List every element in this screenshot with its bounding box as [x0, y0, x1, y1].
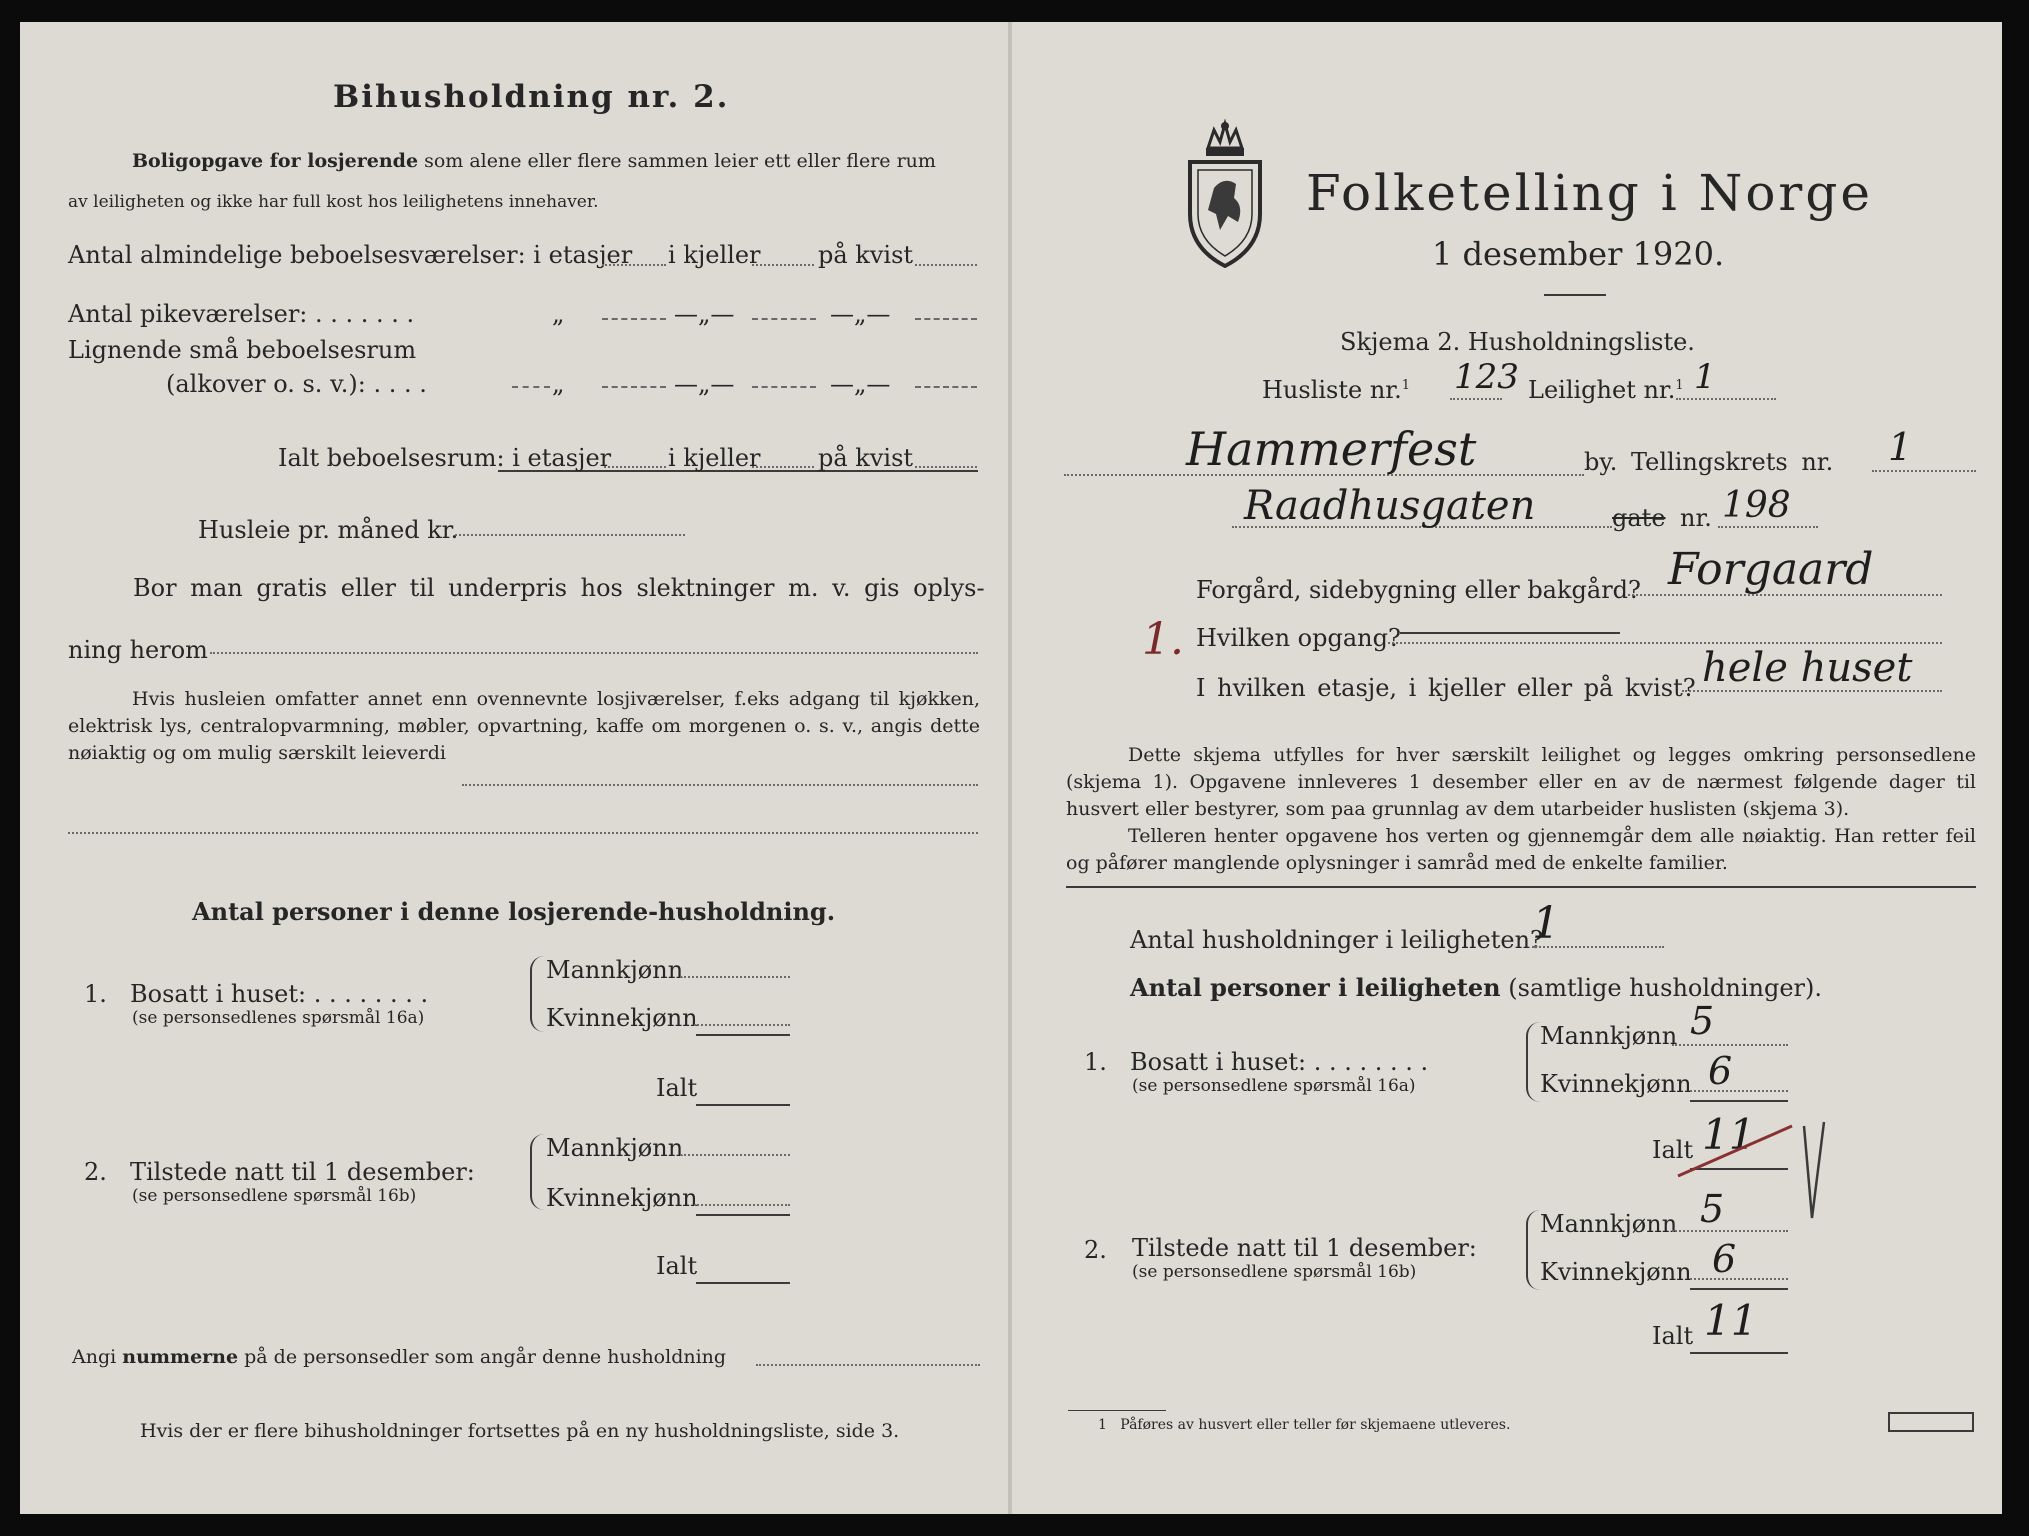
footnote: 1 Påføres av husvert eller teller før skjemaene utleveres. — [1098, 1417, 1511, 1433]
opgang-field[interactable] — [1388, 642, 1942, 644]
bor-field[interactable] — [210, 652, 978, 654]
left-tilstede-label: Tilstede natt til 1 desember: — [130, 1158, 475, 1186]
lign-label-1: Lignende små beboelsesrum — [68, 336, 417, 364]
right-t-ialt-field[interactable] — [1690, 1352, 1788, 1354]
leilighet-field[interactable] — [1676, 398, 1776, 400]
lign-ditto-3: —„— — [830, 370, 891, 398]
right-b-sum-rule — [1690, 1100, 1788, 1102]
right-bosatt-num: 1. — [1084, 1048, 1107, 1076]
left-b-kvinne-field[interactable] — [694, 1024, 790, 1026]
intro-line-1: Boligopgave for losjerende som alene eller flere sammen leier ett eller flere rum — [132, 150, 936, 172]
check-mark-icon — [1800, 1118, 1830, 1228]
antal-hush-value[interactable]: 1 — [1532, 898, 1560, 949]
right-bosatt-sub: (se personsedlene spørsmål 16a) — [1132, 1076, 1416, 1096]
krets-value[interactable]: 1 — [1888, 425, 1913, 469]
forgard-value[interactable]: Forgaard — [1668, 544, 1874, 595]
right-bosatt-label: Bosatt i huset: . . . . . . . . — [1130, 1048, 1429, 1076]
right-b-kvinne-field[interactable] — [1690, 1090, 1788, 1092]
antal-pers-line: Antal personer i leiligheten (samtlige husholdninger). — [1130, 973, 1823, 1002]
left-antal-heading: Antal personer i denne losjerende-husholdning. — [192, 897, 836, 926]
left-t-kvinne-field[interactable] — [694, 1204, 790, 1206]
lign-ditto-field[interactable] — [512, 386, 550, 388]
left-tilstede-brace — [530, 1134, 544, 1210]
right-b-mann-field[interactable] — [1672, 1044, 1788, 1046]
left-b-sum-rule — [696, 1034, 790, 1036]
street-value[interactable]: Raadhusgaten — [1244, 483, 1536, 529]
etasje-label: I hvilken etasje, i kjeller eller på kvist? — [1196, 674, 1696, 702]
angi-field[interactable] — [756, 1364, 980, 1366]
pike-kvist-field[interactable] — [915, 318, 977, 320]
left-bosatt-brace — [530, 956, 544, 1032]
left-b-kvinne-label: Kvinnekjønn — [546, 1004, 698, 1032]
right-t-mann-value[interactable]: 5 — [1700, 1187, 1725, 1231]
lign-ditto: „ — [552, 370, 565, 398]
lign-label-2: (alkover o. s. v.): . . . . — [166, 370, 427, 398]
right-b-kvinne-label: Kvinnekjønn — [1540, 1070, 1692, 1098]
left-b-mann-label: Mannkjønn — [546, 956, 684, 984]
info-paragraph-1: Dette skjema utfylles for hver særskilt leilighet og legges omkring personsedlene (skjema 1). Opgavene innleveres 1 desember eller en av de nærmest følgende dager til husvert eller bestyrer, som paa grunnlag av dem utarbeider huslisten (skjema 3). — [1066, 744, 1976, 820]
right-t-ialt-label: Ialt — [1652, 1322, 1694, 1350]
left-bosatt-label: Bosatt i huset: . . . . . . . . — [130, 980, 429, 1008]
info-paragraph-2: Telleren henter opgavene hos verten og gjennemgår dem alle nøiaktig. Han retter feil og påfører manglende oplysninger i samråd med de enkelte familier. — [1066, 825, 1976, 874]
right-b-kvinne-value[interactable]: 6 — [1708, 1049, 1733, 1093]
ialt-kvist-label: på kvist — [818, 444, 914, 472]
left-title: Bihusholdning nr. 2. — [333, 79, 730, 115]
footnote-rule — [1068, 1410, 1166, 1411]
leilighet-label: Leilighet nr.$^1$ — [1528, 376, 1684, 404]
right-tilstede-num: 2. — [1084, 1236, 1107, 1264]
pike-etasjer-field[interactable] — [602, 318, 666, 320]
rooms-etasjer-field[interactable] — [602, 264, 666, 266]
pike-label: Antal pikeværelser: . . . . . . . — [68, 300, 415, 328]
right-tilstede-label: Tilstede natt til 1 desember: — [1132, 1234, 1477, 1262]
husliste-label: Husliste nr.$^1$ — [1262, 376, 1411, 404]
ialt-kjeller-label: i kjeller — [668, 444, 761, 472]
right-t-kvinne-value[interactable]: 6 — [1712, 1237, 1737, 1281]
leieverdi-field-2[interactable] — [68, 832, 978, 834]
city-value[interactable]: Hammerfest — [1186, 422, 1477, 476]
opgang-label: Hvilken opgang? — [1196, 624, 1401, 652]
ialt-kjeller-field[interactable] — [752, 466, 814, 468]
street-nr-value[interactable]: 198 — [1722, 485, 1791, 526]
right-b-ialt-value[interactable]: 11 — [1702, 1110, 1756, 1159]
etasje-value[interactable]: hele huset — [1702, 645, 1913, 691]
right-t-kvinne-field[interactable] — [1690, 1278, 1788, 1280]
angi-line: Angi nummerne på de personsedler som angår denne husholdning — [72, 1346, 727, 1368]
info-rule — [1066, 886, 1976, 888]
title-rule — [1544, 294, 1606, 296]
opgang-dash — [1400, 632, 1620, 634]
printer-stamp — [1888, 1412, 1974, 1432]
left-b-mann-field[interactable] — [680, 976, 790, 978]
skjema-label: Skjema 2. Husholdningsliste. — [1340, 328, 1695, 356]
lign-kvist-field[interactable] — [915, 386, 977, 388]
forgard-label: Forgård, sidebygning eller bakgård? — [1196, 576, 1641, 604]
intro-line-2: av leiligheten og ikke har full kost hos leilighetens innehaver. — [68, 192, 599, 212]
krets-field[interactable] — [1872, 470, 1976, 472]
left-b-ialt-field[interactable] — [696, 1104, 790, 1106]
ialt-kvist-field[interactable] — [915, 466, 977, 468]
street-nr-label: nr. — [1680, 504, 1712, 532]
left-t-mann-field[interactable] — [680, 1154, 790, 1156]
left-t-ialt-field[interactable] — [696, 1282, 790, 1284]
ialt-rooms-label: Ialt beboelsesrum: i etasjer — [278, 444, 612, 472]
right-bosatt-brace — [1526, 1022, 1540, 1102]
right-t-kvinne-label: Kvinnekjønn — [1540, 1258, 1692, 1286]
correction-strike-icon — [1672, 1118, 1802, 1178]
left-t-mann-label: Mannkjønn — [546, 1134, 684, 1162]
bor-line-2: ning herom — [68, 636, 208, 664]
rooms-kjeller-field[interactable] — [752, 264, 814, 266]
right-b-mann-value[interactable]: 5 — [1690, 999, 1715, 1043]
left-t-ialt-label: Ialt — [656, 1252, 698, 1280]
left-tilstede-num: 2. — [84, 1158, 107, 1186]
rooms-kvist-field[interactable] — [915, 264, 977, 266]
pike-kjeller-field[interactable] — [752, 318, 816, 320]
lign-etasjer-field[interactable] — [602, 386, 666, 388]
page-fold — [1008, 22, 1012, 1514]
left-t-sum-rule — [696, 1214, 790, 1216]
husleie-field[interactable] — [455, 534, 685, 536]
gate-label: gate — [1612, 504, 1666, 532]
right-title: Folketelling i Norge — [1306, 164, 1873, 222]
right-t-mann-label: Mannkjønn — [1540, 1210, 1678, 1238]
right-b-ialt-label: Ialt — [1652, 1136, 1694, 1164]
leilighet-value[interactable]: 1 — [1694, 357, 1716, 397]
rooms-label: Antal almindelige beboelsesværelser: i etasjer — [68, 241, 633, 269]
leieverdi-field[interactable] — [462, 784, 978, 786]
right-tilstede-brace — [1526, 1210, 1540, 1290]
right-b-mann-label: Mannkjønn — [1540, 1022, 1678, 1050]
rooms-kjeller-label: i kjeller — [668, 241, 761, 269]
husliste-field[interactable] — [1450, 398, 1502, 400]
ialt-etasjer-field[interactable] — [604, 466, 666, 468]
husleie-label: Husleie pr. måned kr. — [198, 516, 459, 544]
right-t-sum-rule — [1690, 1288, 1788, 1290]
left-bosatt-sub: (se personsedlenes spørsmål 16a) — [132, 1008, 425, 1028]
bor-line-1: Bor man gratis eller til underpris hos slektninger m. v. gis oplys- — [133, 574, 985, 602]
hvis-paragraph: Hvis husleien omfatter annet enn ovennevnte losjiværelser, f.eks adgang til kjøkken, elektrisk lys, centralopvarmning, møbler, opvartning, kaffe om morgenen o. s. v., angis dette nøiaktig og om mulig særskilt leieverdi — [68, 688, 980, 764]
left-tilstede-sub: (se personsedlene spørsmål 16b) — [132, 1186, 417, 1206]
opgang-margin-mark: 1. — [1142, 614, 1184, 665]
pike-ditto-2: —„— — [674, 300, 735, 328]
coat-of-arms-icon — [1184, 118, 1266, 268]
street-nr-field[interactable] — [1718, 526, 1818, 528]
right-t-mann-field[interactable] — [1672, 1230, 1788, 1232]
by-label: by. Tellingskrets nr. — [1584, 448, 1834, 476]
pike-ditto-3: —„— — [830, 300, 891, 328]
right-date: 1 desember 1920. — [1432, 235, 1725, 273]
pike-ditto: „ — [552, 300, 565, 328]
right-t-ialt-value[interactable]: 11 — [1704, 1296, 1758, 1345]
husliste-value[interactable]: 123 — [1454, 357, 1519, 397]
lign-kjeller-field[interactable] — [752, 386, 816, 388]
left-footer: Hvis der er flere bihusholdninger fortsettes på en ny husholdningsliste, side 3. — [140, 1420, 900, 1442]
right-tilstede-sub: (se personsedlene spørsmål 16b) — [1132, 1262, 1417, 1282]
left-b-ialt-label: Ialt — [656, 1074, 698, 1102]
rooms-kvist-label: på kvist — [818, 241, 914, 269]
left-bosatt-num: 1. — [84, 980, 107, 1008]
left-t-kvinne-label: Kvinnekjønn — [546, 1184, 698, 1212]
lign-ditto-2: —„— — [674, 370, 735, 398]
antal-hush-label: Antal husholdninger i leiligheten? — [1130, 926, 1543, 954]
